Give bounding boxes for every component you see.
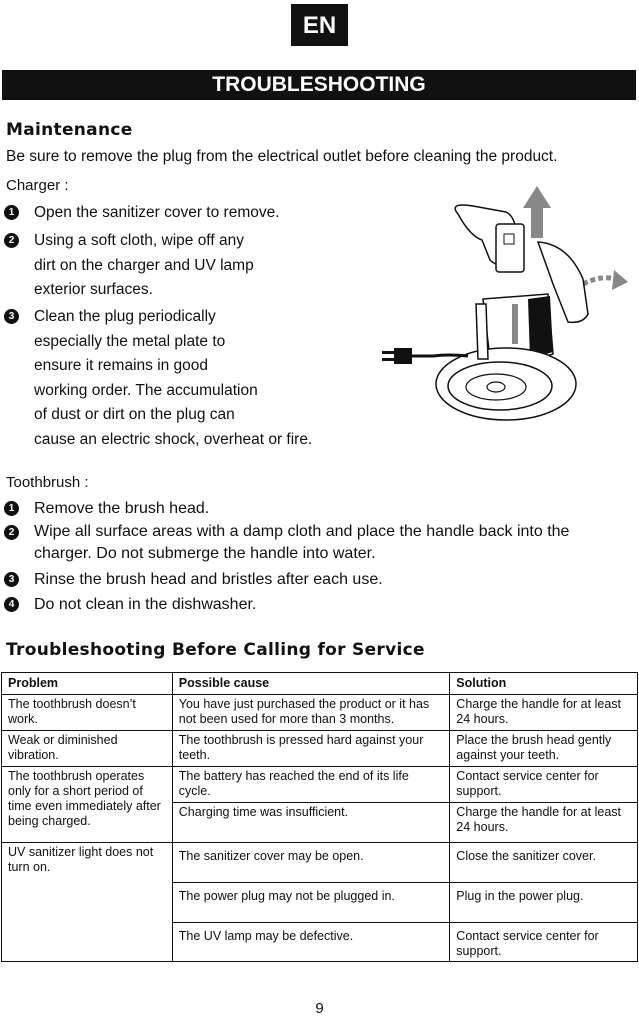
problem-cell: Weak or diminished vibration.: [2, 731, 173, 767]
step-line: Using a soft cloth, wipe off any: [34, 232, 244, 249]
step-number-icon: 1: [4, 501, 19, 516]
cause-cell: The battery has reached the end of its life cycle.: [172, 767, 450, 803]
column-header: Solution: [450, 673, 638, 695]
step-line: dirt on the charger and UV lamp: [34, 256, 254, 274]
table-header-row: [2, 673, 638, 695]
troubleshooting-table: [1, 672, 638, 962]
column-header: Problem: [2, 673, 173, 695]
step-line: Clean the plug periodically: [34, 308, 216, 325]
toothbrush-label: Toothbrush :: [6, 474, 89, 491]
table-row: [2, 843, 638, 883]
table-row: [2, 695, 638, 731]
problem-cell: The toothbrush doesn’t work.: [2, 695, 173, 731]
section-banner: TROUBLESHOOTING: [2, 70, 636, 100]
maintenance-heading: Maintenance: [6, 120, 133, 140]
cause-cell: The power plug may not be plugged in.: [172, 883, 450, 923]
charger-step-3: [4, 305, 312, 452]
step-line: charger. Do not submerge the handle into water.: [34, 545, 376, 562]
page-number: 9: [315, 1000, 324, 1017]
table-row: [2, 767, 638, 803]
step-line: exterior surfaces.: [34, 281, 153, 298]
solution-cell: Charge the handle for at least 24 hours.: [450, 695, 638, 731]
cause-cell: You have just purchased the product or it has not been used for more than 3 months.: [172, 695, 450, 731]
cause-cell: The sanitizer cover may be open.: [172, 843, 450, 883]
maintenance-intro: Be sure to remove the plug from the electrical outlet before cleaning the product.: [6, 148, 558, 165]
toothbrush-step-4: [4, 593, 256, 618]
solution-cell: Plug in the power plug.: [450, 883, 638, 923]
solution-cell: Contact service center for support.: [450, 923, 638, 962]
step-line: cause an electric shock, overheat or fire.: [34, 430, 313, 448]
step-line: especially the metal plate to: [34, 332, 226, 350]
step-number-icon: 3: [4, 572, 19, 587]
cause-cell: The toothbrush is pressed hard against your teeth.: [172, 731, 450, 767]
up-arrow-icon: [523, 186, 551, 238]
step-line: working order. The accumulation: [34, 381, 258, 399]
step-line: Wipe all surface areas with a damp cloth and place the handle back into the: [34, 523, 570, 540]
problem-cell: The toothbrush operates only for a short period of time even immediately after being charged.: [2, 767, 173, 843]
step-number-icon: 1: [4, 205, 19, 220]
toothbrush-step-2: [4, 521, 569, 565]
cause-cell: Charging time was insufficient.: [172, 803, 450, 843]
toothbrush-step-1: [4, 497, 209, 522]
step-number-icon: 2: [4, 233, 19, 248]
toothbrush-step-3: [4, 568, 383, 593]
step-number-icon: 4: [4, 597, 19, 612]
charger-step-2: [4, 229, 254, 303]
troubleshooting-heading: Troubleshooting Before Calling for Service: [6, 640, 425, 660]
problem-cell: UV sanitizer light does not turn on.: [2, 843, 173, 962]
step-line: Rinse the brush head and bristles after each use.: [34, 571, 383, 588]
table-row: [2, 731, 638, 767]
solution-cell: Contact service center for support.: [450, 767, 638, 803]
column-header: Possible cause: [172, 673, 450, 695]
step-number-icon: 2: [4, 525, 19, 540]
cause-cell: The UV lamp may be defective.: [172, 923, 450, 962]
language-badge: EN: [291, 4, 348, 46]
step-line: Do not clean in the dishwasher.: [34, 596, 257, 613]
charger-illustration: [378, 184, 636, 444]
solution-cell: Close the sanitizer cover.: [450, 843, 638, 883]
step-line: ensure it remains in good: [34, 357, 209, 374]
solution-cell: Place the brush head gently against your teeth.: [450, 731, 638, 767]
charger-step-1: [4, 201, 280, 226]
solution-cell: Charge the handle for at least 24 hours.: [450, 803, 638, 843]
step-line: Open the sanitizer cover to remove.: [34, 204, 280, 221]
step-line: of dust or dirt on the plug can: [34, 406, 235, 423]
step-line: Remove the brush head.: [34, 500, 210, 517]
step-number-icon: 3: [4, 309, 19, 324]
charger-label: Charger :: [6, 177, 69, 194]
